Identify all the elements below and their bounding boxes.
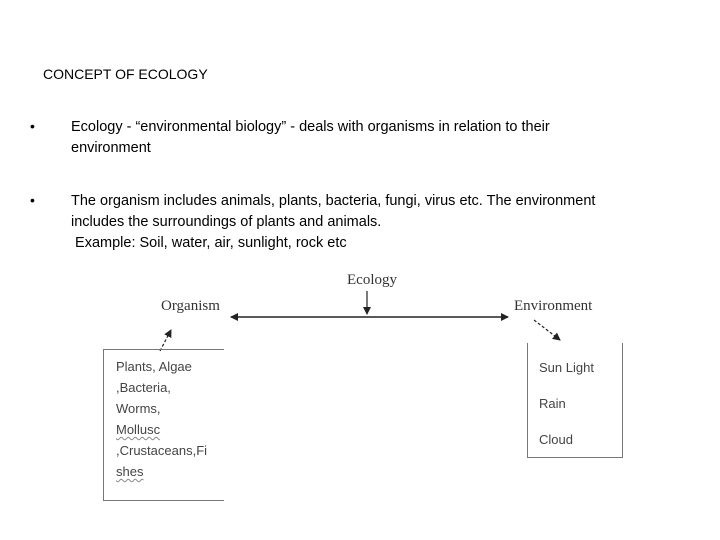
bullet-marker: • bbox=[30, 118, 35, 134]
bullet-line: includes the surroundings of plants and animals. bbox=[71, 214, 382, 230]
bullet-line: Ecology - “environmental biology” - deals with organisms in relation to their bbox=[71, 119, 550, 135]
environment-down-arrow bbox=[534, 320, 560, 340]
environment-label: Environment bbox=[514, 298, 593, 314]
environment-item: Rain bbox=[539, 396, 566, 411]
environment-box bbox=[527, 343, 623, 458]
environment-item: Cloud bbox=[539, 432, 573, 447]
ecology-label: Ecology bbox=[347, 272, 397, 288]
environment-item: Sun Light bbox=[539, 360, 594, 375]
bullet-line: environment bbox=[71, 140, 151, 156]
organism-box bbox=[103, 349, 224, 501]
organism-item: ,Bacteria, bbox=[116, 380, 171, 395]
bullet-line: The organism includes animals, plants, bacteria, fungi, virus etc. The environment bbox=[71, 193, 596, 209]
organism-item: ,Crustaceans,Fi bbox=[116, 443, 208, 458]
organism-label: Organism bbox=[161, 298, 220, 314]
organism-item: Mollusc bbox=[116, 422, 161, 437]
organism-up-arrow bbox=[160, 330, 171, 351]
organism-item: Plants, Algae bbox=[116, 359, 192, 374]
organism-item: Worms, bbox=[116, 401, 161, 416]
organism-item: shes bbox=[116, 464, 144, 479]
bullet-marker: • bbox=[30, 192, 35, 208]
bullet-line: Example: Soil, water, air, sunlight, rock etc bbox=[71, 235, 347, 251]
page-title: CONCEPT OF ECOLOGY bbox=[43, 66, 208, 82]
